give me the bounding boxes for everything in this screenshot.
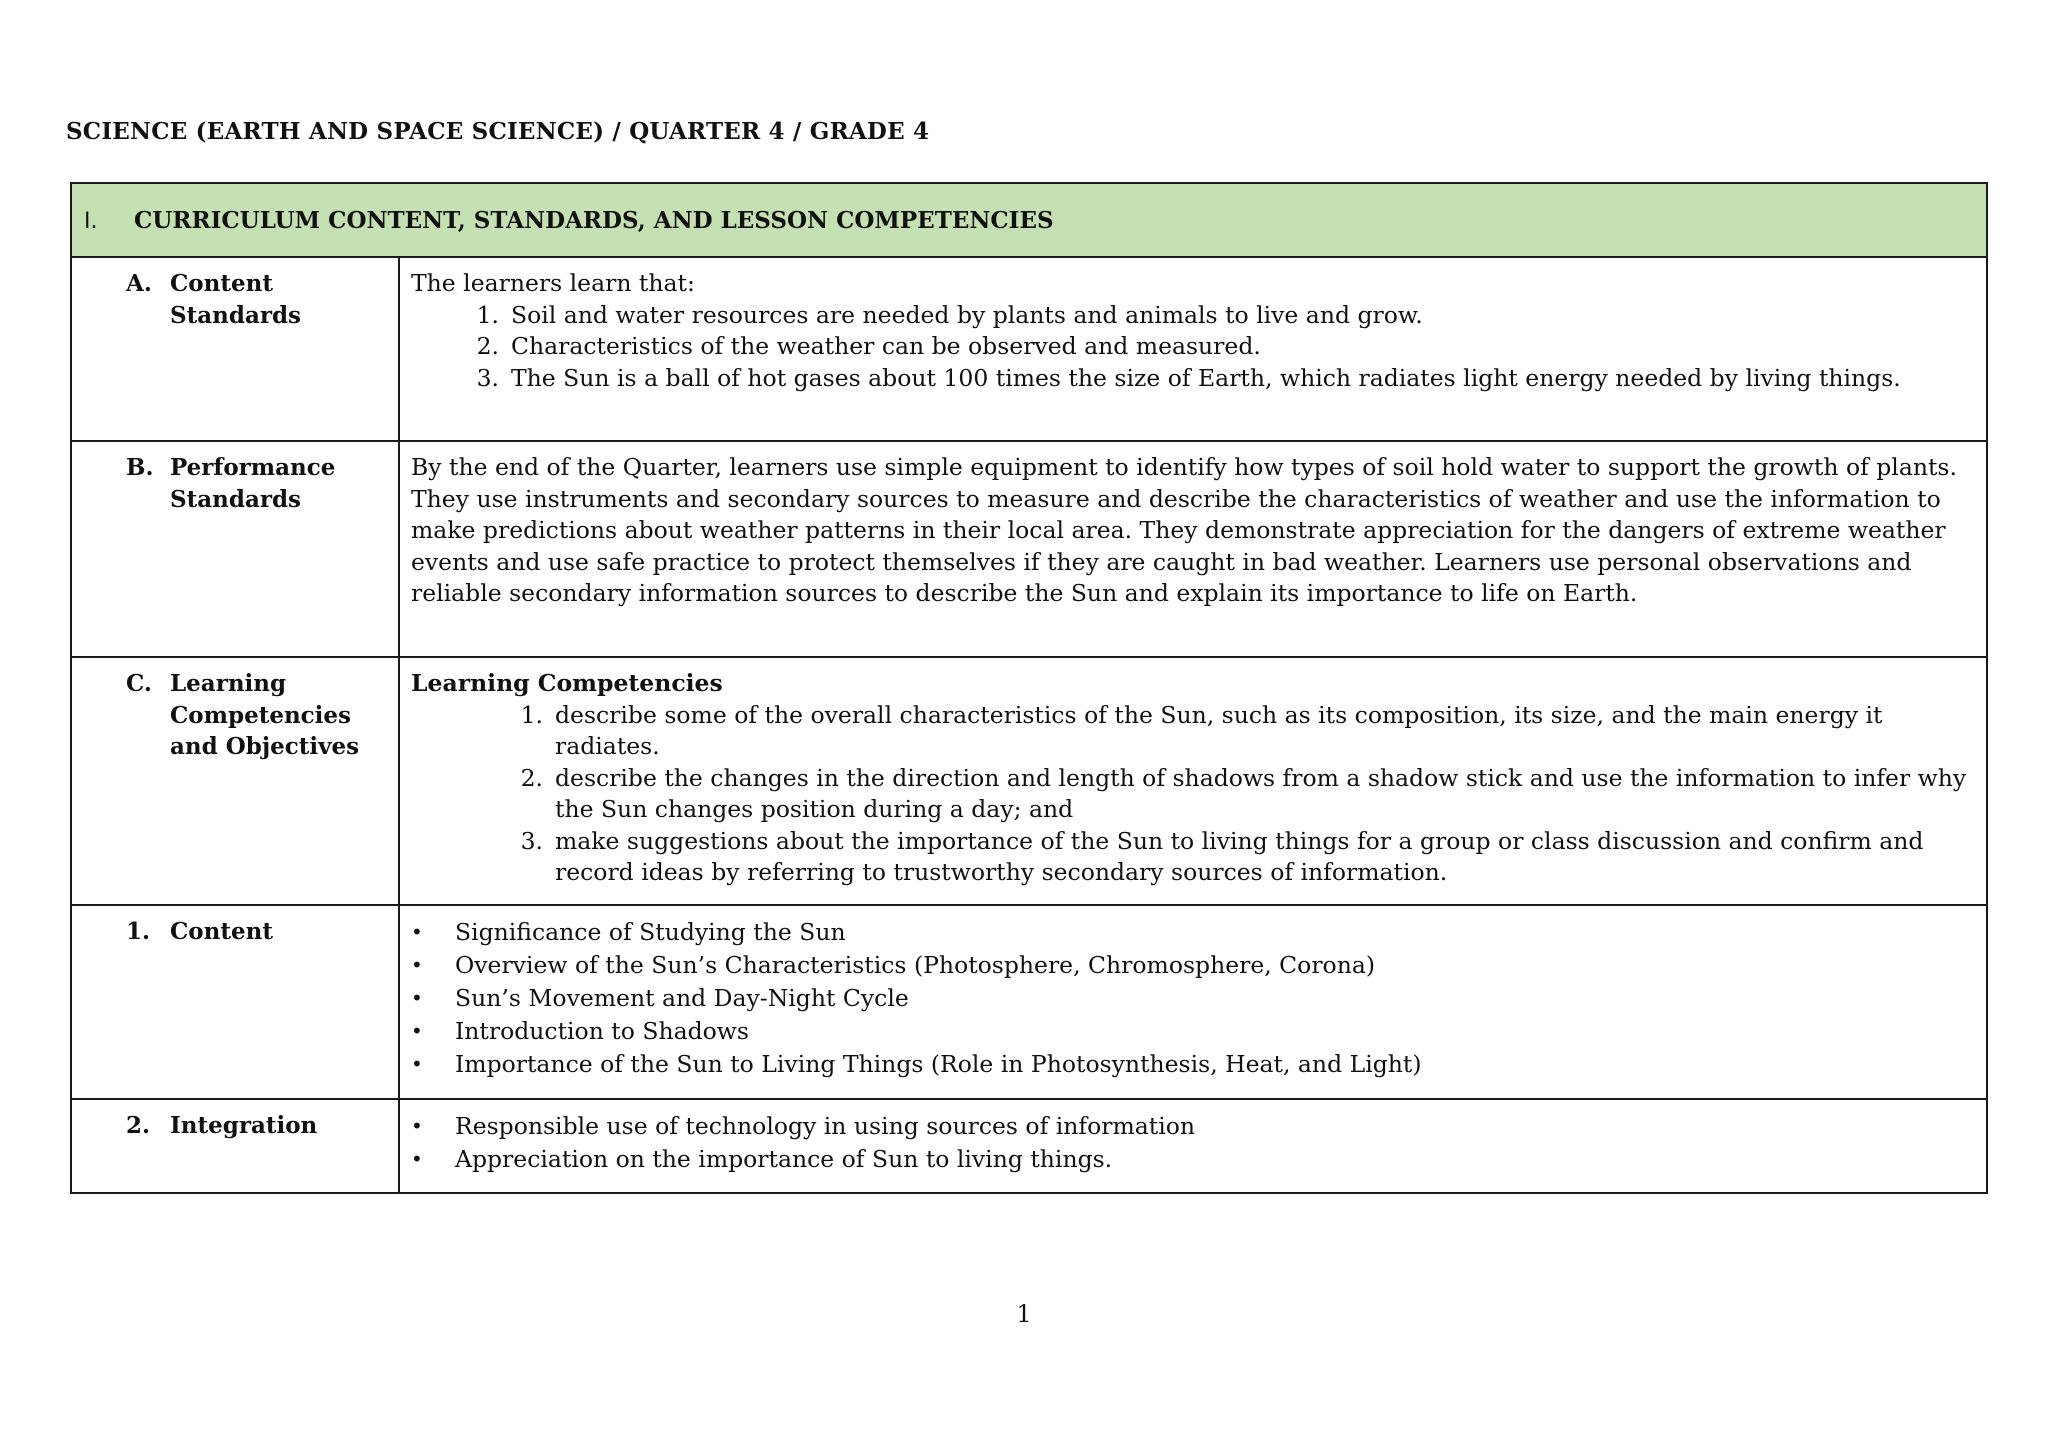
row-label: Content: [170, 918, 273, 945]
list-item: 2. Characteristics of the weather can be observed and measured.: [476, 332, 1261, 360]
performance-standards-cell: [399, 441, 1987, 657]
row-learning-competencies: [71, 657, 1987, 905]
list-item: 3. make suggestions about the importance of the Sun to living things for a group or class discussion and confirm and record ideas by referring to trustworthy secondary sources of information.: [520, 826, 1924, 886]
list-item: • Responsible use of technology in using sources of information: [411, 1110, 1974, 1143]
performance-standards-text: By the end of the Quarter, learners use simple equipment to identify how types of soil hold water to support the growth of plants. They use instruments and secondary sources to measure and describe the characteristics of weather and use the information to make predictions about weather patterns in their local area. They demonstrate appreciation for the dangers of extreme weather events and use safe practice to protect themselves if they are caught in bad weather. Learners use personal observations and reliable secondary information sources to describe the Sun and explain its importance to life on Earth.: [411, 453, 1957, 607]
row-marker: 2.: [126, 1112, 151, 1139]
list-item: 1. describe some of the overall characteristics of the Sun, such as its composition, its size, and the main energy it radiates.: [520, 700, 1883, 760]
integration-list: [411, 1110, 1974, 1176]
bullet-icon: •: [411, 953, 423, 977]
section-header: [71, 183, 1987, 257]
row-label: Performance Standards: [170, 454, 336, 513]
row-label: Learning Competencies and Objectives: [170, 670, 360, 760]
row-label: Content Standards: [170, 270, 301, 329]
list-item: • Importance of the Sun to Living Things (Role in Photosynthesis, Heat, and Light): [411, 1048, 1974, 1081]
label-cell-performance-standards: [71, 441, 399, 657]
bullet-icon: •: [411, 1114, 423, 1138]
content-standards-cell: [399, 257, 1987, 441]
list-item: • Overview of the Sun’s Characteristics (Photosphere, Chromosphere, Corona): [411, 949, 1974, 982]
bullet-icon: •: [411, 1019, 423, 1043]
content-cell: [399, 905, 1987, 1099]
learning-competencies-title: Learning Competencies: [411, 669, 723, 697]
label-cell-content: [71, 905, 399, 1099]
list-item: • Sun’s Movement and Day-Night Cycle: [411, 982, 1974, 1015]
curriculum-table: [70, 182, 1988, 1194]
label-cell-content-standards: [71, 257, 399, 441]
row-content-standards: [71, 257, 1987, 441]
label-cell-integration: [71, 1099, 399, 1193]
section-roman-numeral: I.: [84, 208, 98, 234]
row-label: Integration: [170, 1112, 318, 1139]
row-marker: B.: [126, 454, 154, 481]
label-cell-learning-competencies: [71, 657, 399, 905]
row-marker: C.: [126, 670, 152, 697]
row-performance-standards: [71, 441, 1987, 657]
learning-competencies-cell: [399, 657, 1987, 905]
content-list: [411, 916, 1974, 1081]
page-heading: SCIENCE (EARTH AND SPACE SCIENCE) / QUARTER 4 / GRADE 4: [66, 118, 930, 145]
list-item: 2. describe the changes in the direction and length of shadows from a shadow stick and use the information to infer why the Sun changes position during a day; and: [520, 763, 1967, 823]
row-integration: [71, 1099, 1987, 1193]
integration-cell: [399, 1099, 1987, 1193]
row-content: [71, 905, 1987, 1099]
learning-competencies-list: [411, 700, 1974, 889]
list-item: • Significance of Studying the Sun: [411, 916, 1974, 949]
list-item: 3. The Sun is a ball of hot gases about 100 times the size of Earth, which radiates light energy needed by living things.: [476, 363, 1901, 392]
bullet-icon: •: [411, 986, 423, 1010]
list-item: • Appreciation on the importance of Sun to living things.: [411, 1143, 1974, 1176]
content-standards-intro: The learners learn that:: [411, 269, 695, 297]
list-item: • Introduction to Shadows: [411, 1015, 1974, 1048]
row-marker: A.: [126, 270, 152, 297]
bullet-icon: •: [411, 1147, 423, 1171]
bullet-icon: •: [411, 1052, 423, 1076]
page-number: 1: [1016, 1300, 1032, 1328]
section-header-row: [71, 183, 1987, 257]
row-marker: 1.: [126, 918, 151, 945]
list-item: 1. Soil and water resources are needed by plants and animals to live and grow.: [476, 300, 1423, 329]
content-standards-list: [411, 300, 1974, 395]
bullet-icon: •: [411, 920, 423, 944]
section-title: CURRICULUM CONTENT, STANDARDS, AND LESSON COMPETENCIES: [134, 206, 1054, 234]
